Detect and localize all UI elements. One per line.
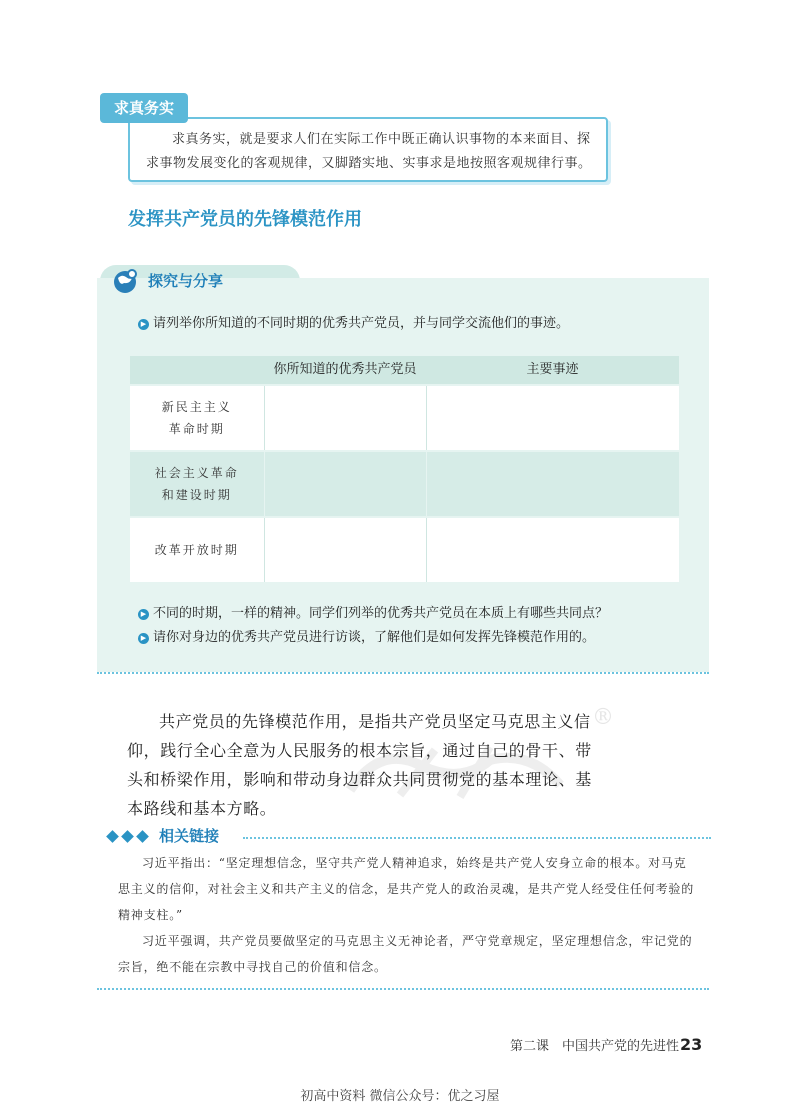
related-links-divider [243, 837, 711, 839]
related-links-title: 相关链接 [159, 827, 220, 845]
body-paragraph-text: 共产党员的先锋模范作用，是指共产党员坚定马克思主义信仰，践行全心全意为人民服务的根本宗旨，通过自己的骨干、带头和桥梁作用，影响和带动身边群众共同贯彻党的基本理论、基本路线和基本方略。 [127, 712, 592, 818]
member-cell [264, 452, 426, 516]
definition-text: 求真务实，就是要求人们在实际工作中既正确认识事物的本来面目、探求事物发展变化的客观规律，又脚踏实地、实事求是地按照客观规律行事。 [146, 132, 592, 171]
footer-note: 初高中资料 微信公众号：优之习屋 [300, 1089, 500, 1104]
period-cell [130, 518, 264, 582]
period-line: 新民主主义 [161, 400, 232, 414]
play-bullet-icon: ▶ [138, 633, 149, 644]
table-header-row [130, 356, 679, 384]
related-links-paragraph: 习近平强调，共产党员要做坚定的马克思主义无神论者，严守党章规定，坚定理想信念，牢记党的宗旨，绝不能在宗教中寻找自己的价值和信念。 [118, 934, 693, 974]
table-row [130, 518, 679, 582]
member-cell [264, 518, 426, 582]
diamond-icon [106, 830, 119, 843]
table-header-cell: 主要事迹 [526, 362, 579, 377]
related-links-body [118, 850, 698, 980]
prompt-3-text: 请你对身边的优秀共产党员进行访谈，了解他们是如何发挥先锋模范作用的。 [153, 630, 596, 645]
table-row [130, 452, 679, 516]
table-header-cell: 你所知道的优秀共产党员 [273, 362, 417, 377]
deeds-cell [426, 452, 679, 516]
table-row [130, 386, 679, 450]
globe-icon [110, 266, 140, 296]
definition-tag: 求真务实 [100, 93, 188, 123]
period-line: 和建设时期 [161, 488, 232, 502]
panel-divider [97, 672, 709, 674]
period-line: 革命时期 [168, 422, 225, 436]
deeds-cell [426, 386, 679, 450]
body-paragraph [127, 707, 597, 823]
period-cell [130, 386, 264, 450]
period-line: 改革开放时期 [154, 543, 239, 557]
lesson-title: 第二课 中国共产党的先进性 [510, 1039, 680, 1054]
prompt-3 [138, 628, 595, 648]
registered-mark: ® [592, 705, 614, 730]
panel-title: 探究与分享 [148, 272, 224, 290]
period-line: 社会主义革命 [154, 466, 239, 480]
play-bullet-icon: ▶ [138, 609, 149, 620]
diamond-icon [136, 830, 149, 843]
member-cell [264, 386, 426, 450]
prompt-2-text: 不同的时期，一样的精神。同学们列举的优秀共产党员在本质上有哪些共同点？ [153, 606, 609, 621]
diamond-icon [121, 830, 134, 843]
periods-table [130, 356, 679, 582]
prompt-1-text: 请列举你所知道的不同时期的优秀共产党员，并与同学交流他们的事迹。 [153, 316, 570, 331]
period-cell [130, 452, 264, 516]
related-links-paragraph: 习近平指出：“坚定理想信念，坚守共产党人精神追求，始终是共产党人安身立命的根本。对马克思主义的信仰，对社会主义和共产主义的信念，是共产党人的政治灵魂，是共产党人经受住任何考验的精神支柱。” [118, 856, 695, 922]
page-number: 23 [680, 1035, 703, 1054]
prompt-2 [138, 604, 608, 624]
related-links-bottom-divider [97, 988, 709, 990]
section-heading: 发挥共产党员的先锋模范作用 [128, 209, 362, 230]
related-links-header [108, 826, 219, 846]
play-bullet-icon: ▶ [138, 319, 149, 330]
deeds-cell [426, 518, 679, 582]
table-header-cell [130, 356, 264, 384]
prompt-1 [138, 314, 569, 334]
